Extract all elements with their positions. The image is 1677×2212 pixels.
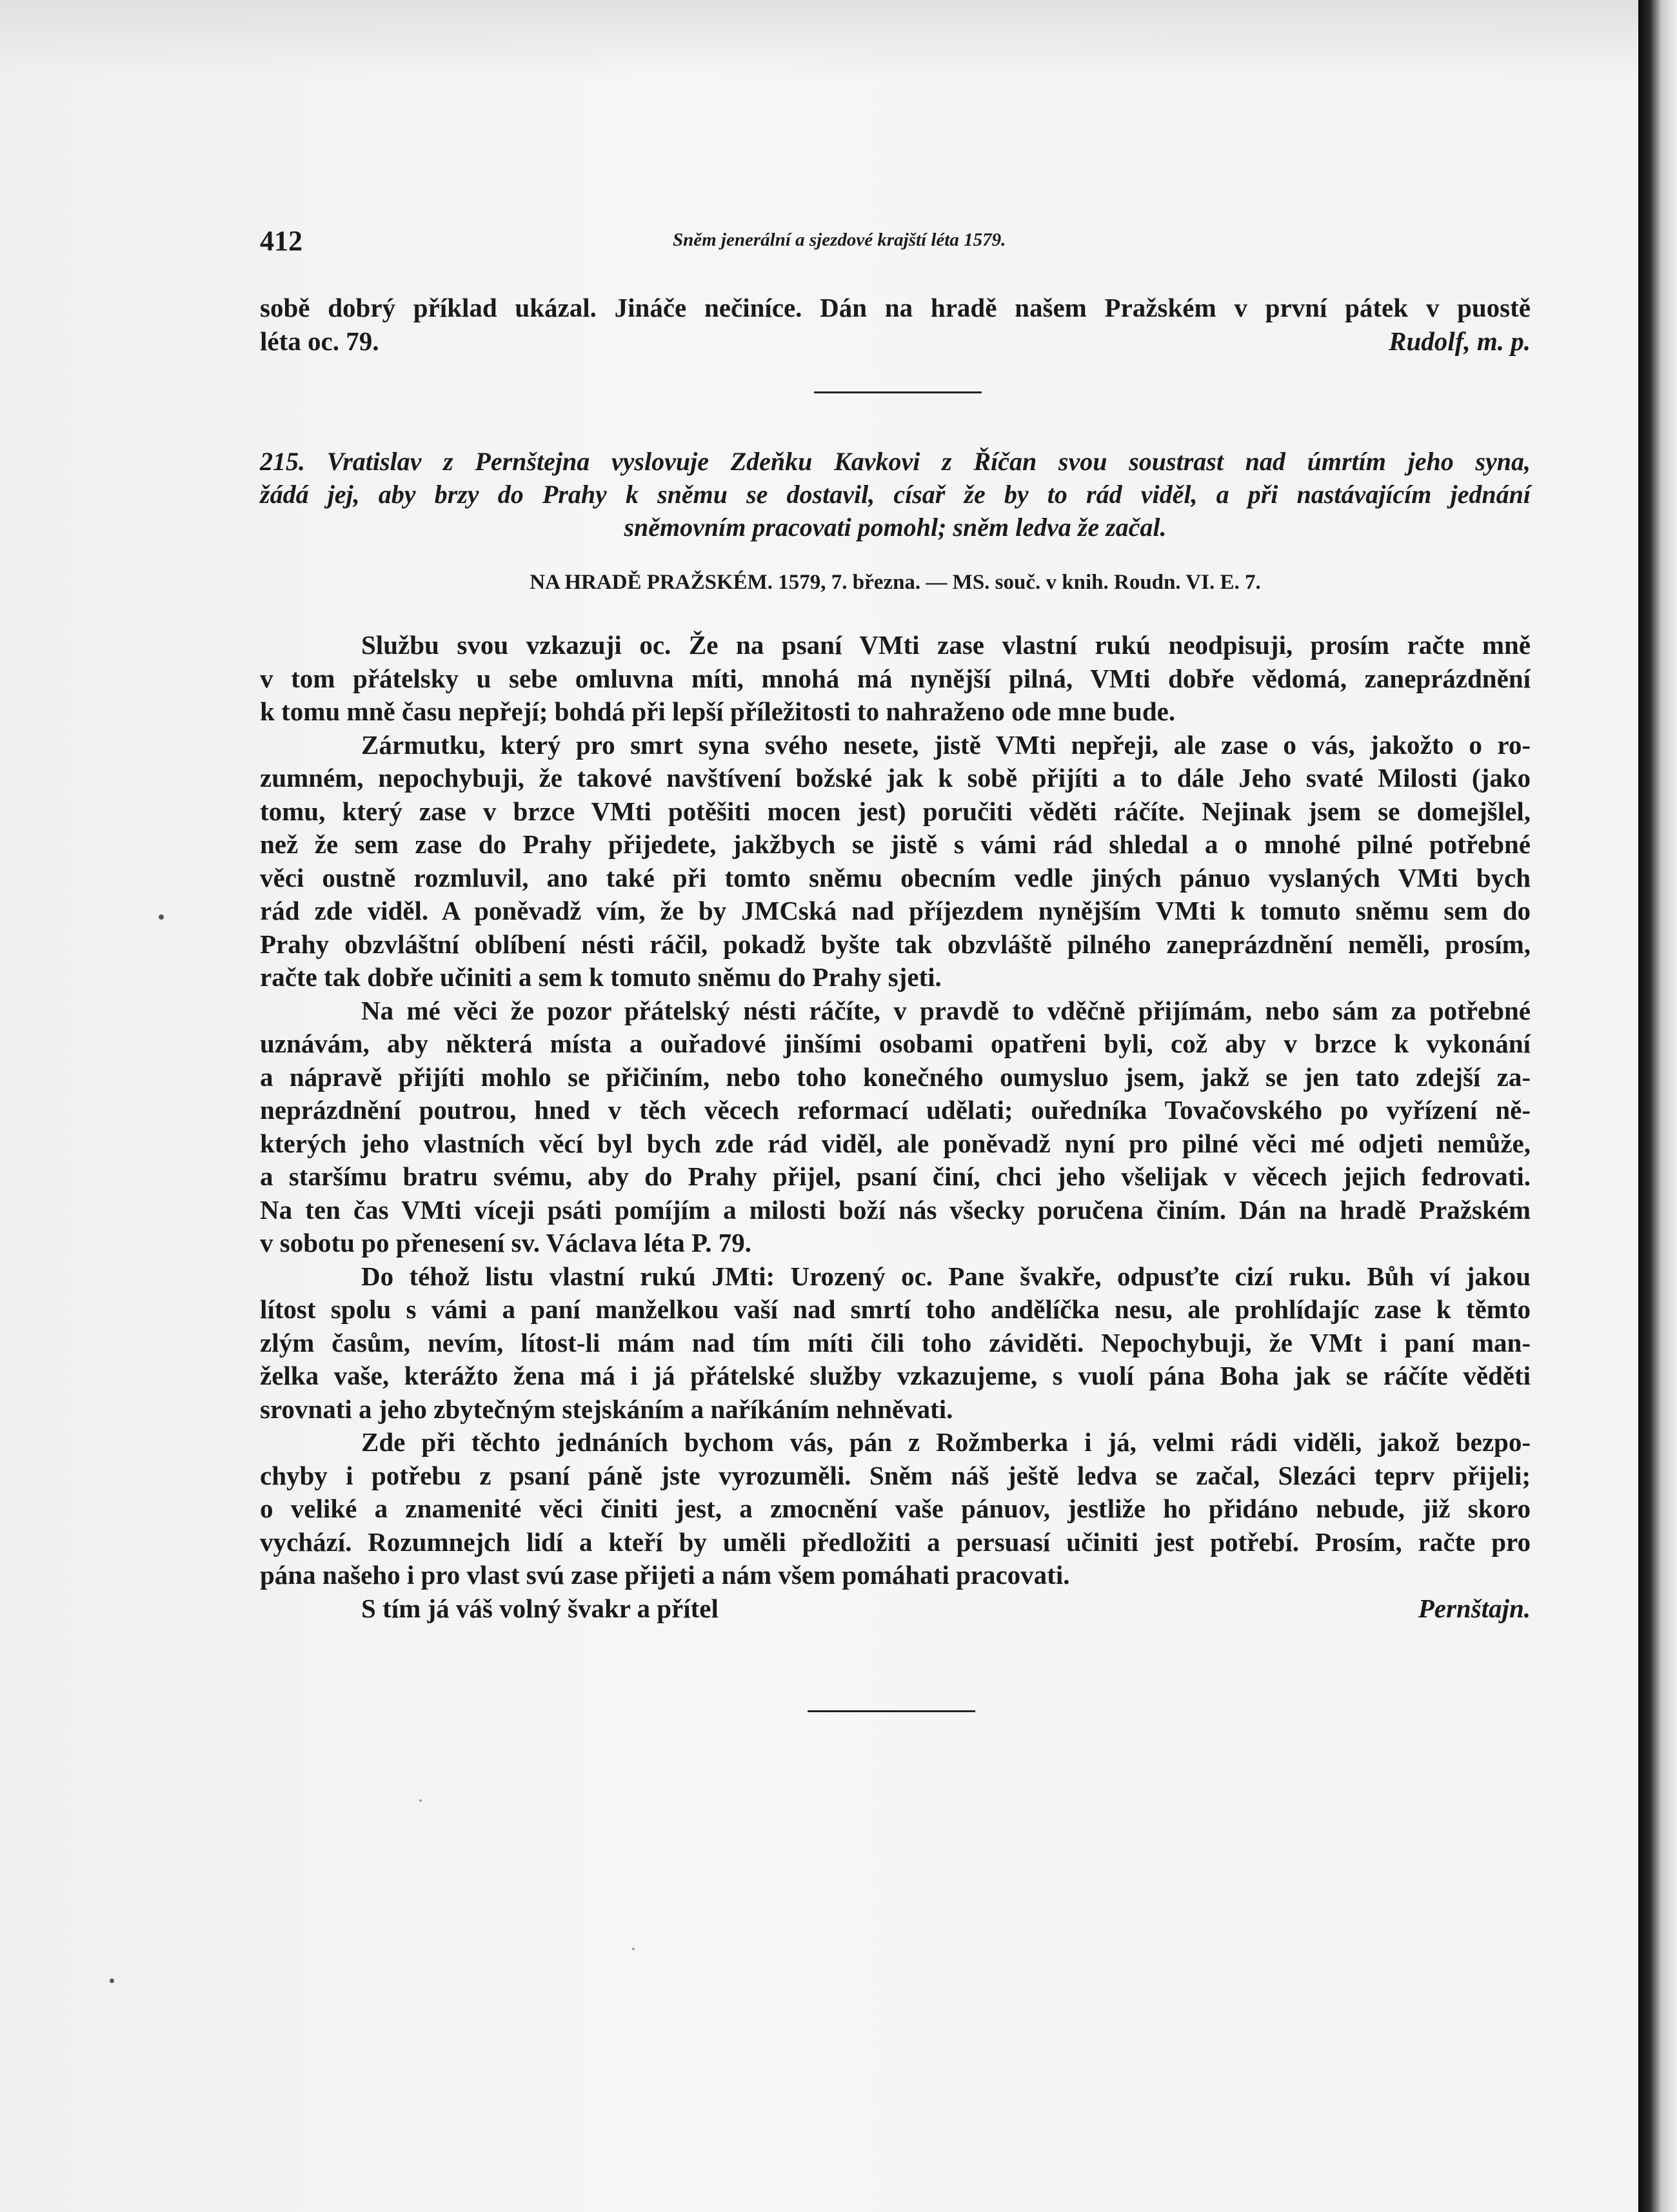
paragraph bbox=[260, 629, 1531, 729]
text-line: rád zde viděl. A poněvadž vím, že by JMCská nad příjezdem nynějším VMti k tomuto sněmu sem do bbox=[260, 896, 1531, 925]
text-line: neprázdnění poutrou, hned v těch věcech reformací udělati; ouředníka Tovačovského po vyřízení ně- bbox=[260, 1095, 1531, 1125]
intro-line: sobě dobrý příklad ukázal. Jináče nečiníce. Dán na hradě našem Pražském v první pátek v puostě bbox=[260, 293, 1531, 322]
paragraph bbox=[260, 994, 1531, 1260]
end-divider bbox=[808, 1710, 975, 1712]
text-line: o veliké a znamenité věci činiti jest, a zmocnění vaše pánuov, jestliže ho přidáno nebude, již skoro bbox=[260, 1494, 1531, 1523]
text-line: kterých jeho vlastních věcí byl bych zde rád viděl, ale poněvadž nyní pro pilné věci mé odjeti nemůže, bbox=[260, 1128, 1531, 1158]
closing-signature: Pernštajn. bbox=[1418, 1593, 1531, 1623]
text-line: v tom přátelsky u sebe omluvna míti, mnohá má nynější pilná, VMti dobře vědomá, zaneprázdnění bbox=[260, 663, 1531, 693]
text-line: k tomu mně času nepřejí; bohdá při lepší příležitosti to nahraženo ode mne bude. bbox=[260, 696, 1176, 726]
intro-signature: Rudolf, m. p. bbox=[1389, 326, 1531, 356]
text-line: zlým časům, nevím, lítost-li mám nad tím míti čili toho záviděti. Nepochybuji, že VMt i paní man- bbox=[260, 1327, 1531, 1358]
margin-speck bbox=[632, 1948, 635, 1950]
text-line: a staršímu bratru svému, aby do Prahy přijel, psaní činí, chci jeho všelijak v věcech jejich fedrovati. bbox=[260, 1161, 1531, 1191]
text-line: v sobotu po přenesení sv. Václava léta P. 79. bbox=[260, 1228, 751, 1258]
text-line: vychází. Rozumnejch lidí a kteří by uměli předložiti a persuasí učiniti jest potřebí. Prosím, račte pro bbox=[260, 1526, 1531, 1557]
margin-speck bbox=[159, 914, 164, 920]
paragraph bbox=[260, 1260, 1531, 1427]
heading-line: sněmovním pracovati pomohl; sněm ledva že začal. bbox=[624, 513, 1167, 542]
text-line: uznávám, aby některá místa a ouřadové jinšími osobami opatřeni byli, což aby v brzce k vykonání bbox=[260, 1029, 1531, 1058]
heading-line: 215. Vratislav z Pernštejna vyslovuje Zdeňku Kavkovi z Říčan svou soustrast nad úmrtím jeho syna, bbox=[260, 447, 1531, 476]
text-line: Do téhož listu vlastní rukú JMti: Urozený oc. Pane švakře, odpusťte cizí ruku. Bůh ví jakou bbox=[361, 1261, 1531, 1291]
closing-line bbox=[260, 1592, 1531, 1626]
source-citation: NA HRADĚ PRAŽSKÉM. 1579, 7. března. — MS. souč. v knih. Roudn. VI. E. 7. bbox=[530, 571, 1261, 594]
text-line: zumném, nepochybuji, že takové navštívení božské jak k sobě přijíti a to dále Jeho svaté Milosti (jako bbox=[260, 763, 1531, 793]
paragraph bbox=[260, 1426, 1531, 1592]
text-line: Na ten čas VMti víceji psáti pomíjím a milosti boží nás všecky poručena činím. Dán na hradě Pražském bbox=[260, 1194, 1531, 1225]
text-line: srovnati a jeho zbytečným stejskáním a naříkáním nehněvati. bbox=[260, 1394, 953, 1424]
intro-date: léta oc. 79. bbox=[260, 326, 379, 356]
text-line: věci oustně rozmluvil, ano také při tomto sněmu obecním vedle jiných pánuo vyslaných VMti bych bbox=[260, 862, 1531, 893]
intro-line bbox=[260, 325, 1531, 359]
margin-speck bbox=[419, 1799, 422, 1802]
closing-text: S tím já váš volný švakr a přítel bbox=[361, 1593, 719, 1623]
text-line: tomu, který zase v brzce VMti potěšiti mocen jest) poručiti věděti ráčíte. Nejinak jsem se domejšlel, bbox=[260, 796, 1531, 826]
text-line: Na mé věci že pozor přátelský nésti ráčíte, v pravdě to vděčně přijímám, nebo sám za potřebné bbox=[361, 995, 1531, 1025]
text-line: chyby i potřebu z psaní páně jste vyrozuměli. Sněm náš ještě ledva se začal, Slezáci teprv přijeli; bbox=[260, 1460, 1531, 1490]
page-edge-shadow bbox=[1638, 0, 1677, 2212]
running-title: Sněm jenerální a sjezdové krajští léta 1579. bbox=[673, 230, 1006, 250]
text-line: želka vaše, kterážto žena má i já přátelské služby vzkazujeme, s vuolí pána Boha jak se ráčíte věděti bbox=[260, 1361, 1531, 1390]
text-line: Službu svou vzkazuji oc. Že na psaní VMti zase vlastní rukú neodpisuji, prosím račte mně bbox=[361, 630, 1531, 660]
text-line: než že sem zase do Prahy přijedete, jakžbych se jistě s vámi rád shledal a o mnohé pilné potřebné bbox=[260, 829, 1531, 859]
letter-body bbox=[260, 629, 1531, 1625]
paragraph bbox=[260, 729, 1531, 994]
text-line: pána našeho i pro vlast svú zase přijeti a nám všem pomáhati pracovati. bbox=[260, 1560, 1070, 1590]
text-line: a nápravě přijíti mohlo se přičiním, nebo toho konečného oumysluo jsem, jakž se jen tato zdejší za- bbox=[260, 1062, 1531, 1092]
margin-speck bbox=[110, 1979, 114, 1983]
text-line: Zármutku, který pro smrt syna svého nesete, jistě VMti nepřeji, ale zase o vás, jakožto o ro- bbox=[361, 729, 1531, 760]
text-line: lítost spolu s vámi a paní manželkou vaší nad smrtí toho andělíčka nesu, ale prohlídajíc zase k těmto bbox=[260, 1294, 1531, 1324]
page-shading bbox=[0, 0, 1638, 77]
intro-text bbox=[260, 291, 1531, 358]
document-heading bbox=[260, 445, 1531, 544]
text-line: Prahy obzvláštní oblíbení nésti ráčil, pokadž byšte tak obzvláště pilného zaneprázdnění neměli, prosím, bbox=[260, 929, 1531, 959]
page-header bbox=[260, 224, 1524, 263]
text-line: Zde při těchto jednáních bychom vás, pán z Rožmberka i já, velmi rádi viděli, jakož bezpo- bbox=[361, 1427, 1531, 1457]
page-number: 412 bbox=[260, 225, 303, 257]
text-line: račte tak dobře učiniti a sem k tomuto sněmu do Prahy sjeti. bbox=[260, 962, 942, 992]
heading-line: žádá jej, aby brzy do Prahy k sněmu se dostavil, císař že by to rád viděl, a při nastávajícím jednání bbox=[260, 480, 1531, 509]
section-divider bbox=[814, 391, 982, 393]
